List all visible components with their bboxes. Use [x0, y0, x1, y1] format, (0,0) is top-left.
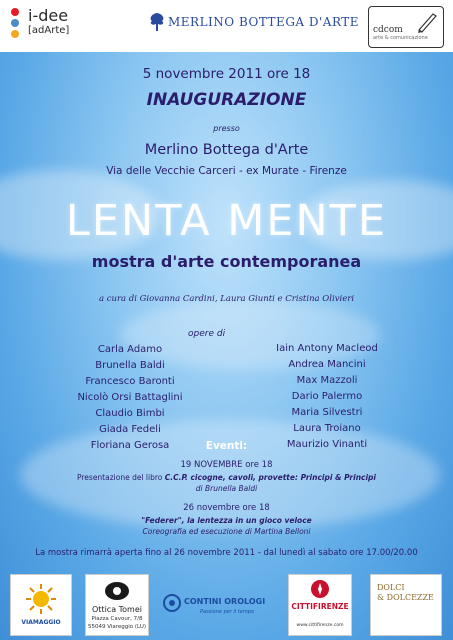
artist-name: Andrea Mancini	[288, 359, 366, 370]
works-by-label: opere di	[188, 329, 226, 339]
exhibition-subtitle: mostra d'arte contemporanea	[91, 252, 362, 271]
idee-mark-icon	[6, 8, 24, 40]
eye-logo-icon	[103, 579, 131, 603]
sponsor-viamaggio-text: VIAMAGGIO	[21, 619, 61, 626]
artist-name: Maria Silvestri	[291, 407, 363, 418]
event-description	[0, 516, 453, 525]
cdcom-logo	[368, 6, 444, 48]
event-author: di Brunella Baldi	[195, 484, 258, 493]
artist-name: Dario Palermo	[291, 391, 363, 402]
sponsor-ottica-city: 55049 Viareggio (LU)	[87, 624, 147, 630]
sponsor-citti-url: www.cittifirenze.com	[296, 623, 344, 628]
event-book-title: C.C.P. cicogne, cavoli, provette: Principi & Principi	[164, 473, 376, 482]
lily-emblem-icon	[310, 579, 330, 599]
sponsor-dolci-line1: DOLCI	[377, 583, 405, 592]
sponsor-ottica-tomei	[85, 574, 149, 636]
idee-logo-sub: [adArte]	[28, 25, 70, 36]
pen-icon	[415, 10, 439, 34]
artist-name: Maurizio Vinanti	[286, 439, 368, 450]
sponsor-citti-name: CITTIFIRENZE	[291, 602, 349, 611]
artist-name: Floriana Gerosa	[90, 440, 170, 451]
artist-name: Iain Antony Macleod	[276, 343, 378, 354]
artist-name: Brunella Baldi	[95, 360, 165, 371]
contini-logo-icon	[163, 594, 181, 612]
sun-icon	[25, 583, 57, 615]
sponsor-cittifirenze	[288, 574, 352, 636]
event-date: 19 NOVEMBRE ore 18	[180, 460, 273, 470]
sponsor-ottica-name: Ottica Tomei	[92, 605, 142, 614]
opening-hours: La mostra rimarrà aperta fino al 26 novembre 2011 - dal lunedì al sabato ore 17.00/20.00	[35, 548, 418, 558]
events-heading: Eventi:	[205, 440, 248, 452]
artist-name: Max Mazzoli	[296, 375, 358, 386]
tree-icon	[148, 12, 166, 32]
sponsor-dolci-line2: & DOLCEZZE	[377, 593, 434, 602]
event-performance-title: "Federer", la lentezza in un gioco veloce	[141, 516, 312, 525]
sponsor-contini-name: CONTINI OROLOGI	[184, 597, 266, 606]
curators-line: a cura di Giovanna Cardini, Laura Giunti e Cristina Olivieri	[98, 294, 355, 304]
artist-name: Francesco Baronti	[85, 376, 175, 387]
artist-list-right	[262, 341, 392, 453]
idee-logo	[6, 6, 88, 42]
venue-name: Merlino Bottega d'Arte	[144, 142, 309, 158]
merlino-logo-text: MERLINO BOTTEGA D'ARTE	[168, 15, 360, 29]
exhibition-title: LENTA MENTE	[65, 196, 388, 246]
sponsor-contini-tagline: Passione per il tempo	[200, 609, 254, 615]
event-date: 26 novembre ore 18	[183, 503, 270, 513]
header-bar	[0, 0, 453, 52]
sponsor-contini	[160, 574, 275, 634]
artist-name: Nicolò Orsi Battaglini	[77, 392, 183, 403]
event-description	[0, 473, 453, 482]
cdcom-logo-name: cdcom	[373, 25, 403, 35]
event-description-text: Presentazione del libro	[76, 473, 165, 482]
cdcom-logo-sub: arte & comunicazione	[373, 35, 428, 41]
artist-name: Claudio Bimbi	[95, 408, 165, 419]
event-author: Coreografia ed esecuzione di Martina Belloni	[142, 527, 311, 536]
inauguration-date: 5 novembre 2011 ore 18	[142, 66, 311, 82]
inauguration-label: INAUGURAZIONE	[146, 90, 307, 110]
presso-label: presso	[213, 124, 240, 133]
venue-address: Via delle Vecchie Carceri - ex Murate - Firenze	[106, 165, 347, 177]
artist-list-left	[60, 342, 200, 454]
artist-name: Carla Adamo	[97, 344, 163, 355]
artist-name: Giada Fedeli	[99, 424, 161, 435]
artist-name: Laura Troiano	[293, 423, 361, 434]
idee-logo-name: i-dee	[28, 6, 69, 25]
sponsor-viamaggio	[10, 574, 72, 636]
merlino-logo	[148, 12, 360, 34]
sponsor-ottica-address: Piazza Cavour, 7/8	[91, 616, 143, 622]
sponsor-dolci-dolcezze	[370, 574, 442, 636]
